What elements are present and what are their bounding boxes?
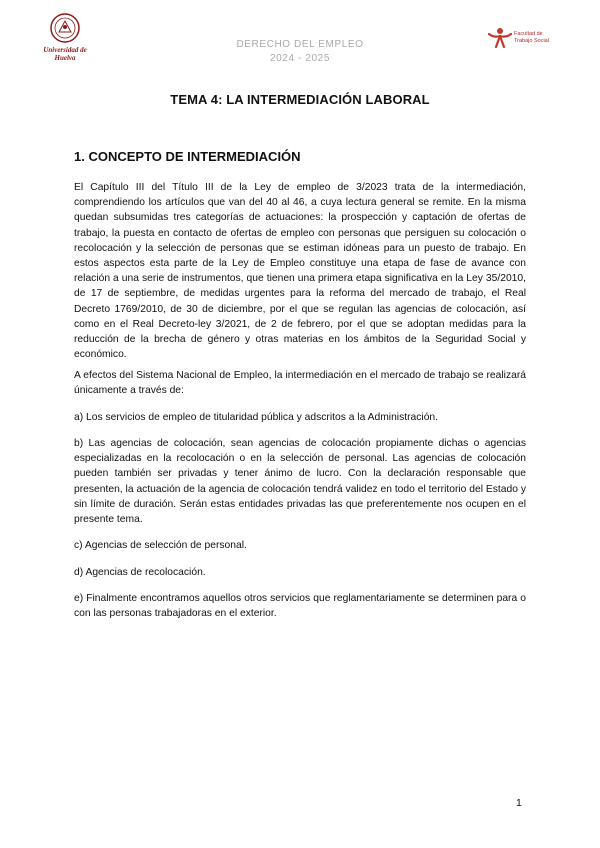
university-seal-icon <box>40 12 90 46</box>
paragraph-sne: A efectos del Sistema Nacional de Empleo, la intermediación en el mercado de trabajo se realizará únicamente a través de: <box>74 370 526 397</box>
running-header <box>200 38 400 66</box>
document-title: TEMA 4: LA INTERMEDIACIÓN LABORAL <box>170 92 430 107</box>
faculty-logo <box>487 26 577 52</box>
university-logo <box>40 12 90 66</box>
faculty-logo-text: Facultad de Trabajo Social <box>514 31 549 44</box>
list-item-d: d) Agencias de recolocación. <box>74 567 206 578</box>
section-heading: 1. CONCEPTO DE INTERMEDIACIÓN <box>74 149 301 164</box>
university-logo-text: Universidad de Huelva <box>43 46 87 62</box>
list-item-e: e) Finalmente encontramos aquellos otros servicios que reglamentariamente se determinen para o con las personas trabajadoras en el exterior. <box>74 593 526 620</box>
faculty-figure-icon <box>487 26 513 48</box>
page-number: 1 <box>516 797 522 809</box>
course-years: 2024 - 2025 <box>270 53 330 64</box>
course-title: DERECHO DEL EMPLEO <box>236 39 364 50</box>
list-item-c: c) Agencias de selección de personal. <box>74 540 247 551</box>
paragraph-intro: El Capítulo III del Título III de la Ley de empleo de 3/2023 trata de la intermediación, comprendiendo los artículos que van del 40 al 46, a cuya lectura general se remite. En la misma quedan subsumidas tres categorías de actuaciones: la prospección y captación de ofertas de trabajo, la puesta en contacto de ofertas de empleo con personas que persiguen su colocación o recolocación y la selección de personas que se estiman idóneas para un puesto de trabajo. En estos aspectos esta parte de la Ley de Empleo constituye una etapa de fase de avance con relación a una serie de instrumentos, que tienen una primera etapa significativa en la Ley 35/2010, de 17 de septiembre, de medidas urgentes para la reforma del mercado de trabajo, el Real Decreto 1769/2010, de 30 de diciembre, por el que se regulan las agencias de colocación, así como en el Real Decreto-ley 3/2021, de 2 de febrero, por el que se adoptan medidas para la reducción de la brecha de género y otras materias en los ámbitos de la Seguridad Social y económico. <box>74 182 526 361</box>
list-item-b: b) Las agencias de colocación, sean agencias de colocación propiamente dichas o agencias especializadas en la recolocación o en la selección de personal. Las agencias de colocación pueden también ser privadas y tener ánimo de lucro. Con la declaración responsable que presenten, la actuación de la agencia de colocación tendrá validez en todo el territorio del Estado y sin límite de duración. Serán estas entidades privadas las que preferentemente nos ocupen en el presente tema. <box>74 438 526 526</box>
list-item-a: a) Los servicios de empleo de titularidad pública y adscritos a la Administración. <box>74 412 439 423</box>
